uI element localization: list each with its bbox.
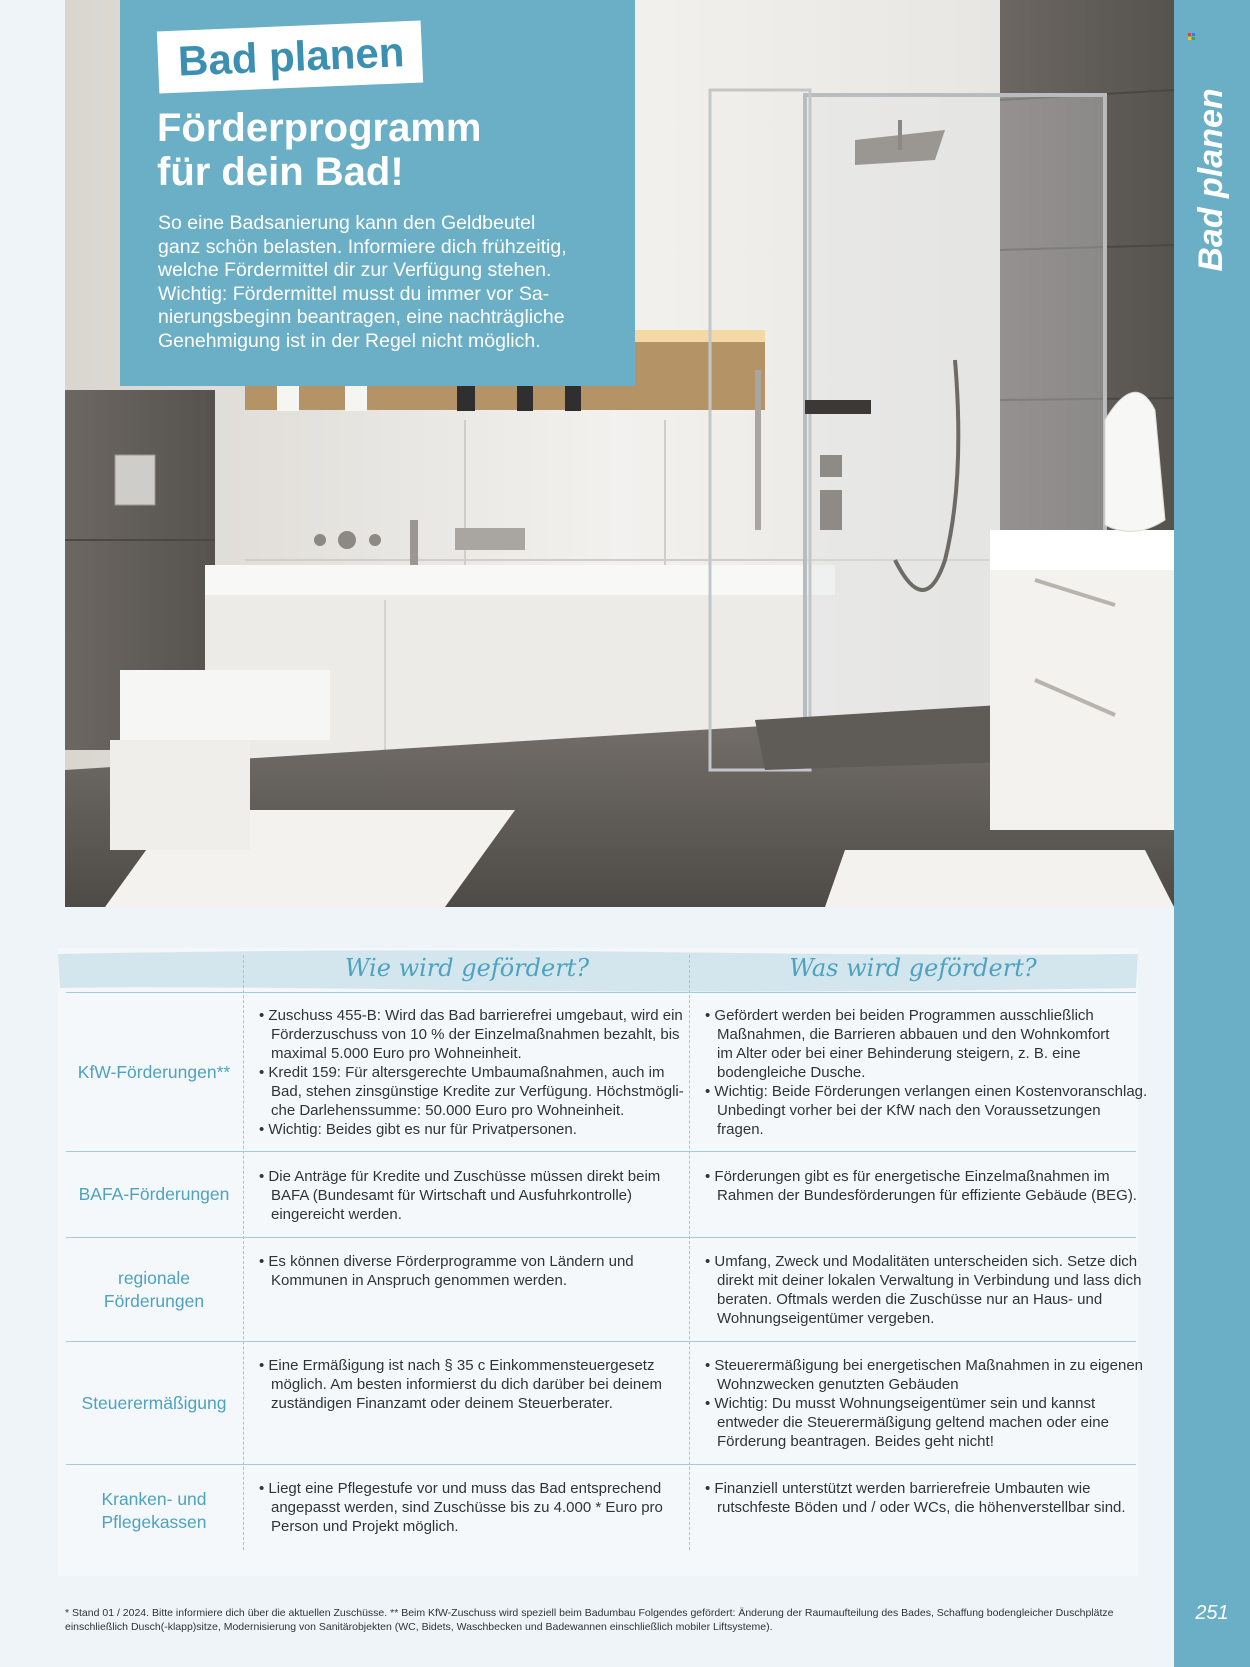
cell-line: Förderung beantragen. Beides geht nicht! [717, 1433, 994, 1450]
cell-line: • Wichtig: Du musst Wohnungseigentümer sein und kannst [705, 1395, 1096, 1412]
cell-line: • Finanziell unterstützt werden barrierefreie Umbauten wie [705, 1480, 1091, 1497]
footnote-line: einschließlich Dusch(-klapp)sitze, Modernisierung von Sanitärobjekten (WC, Bidets, Waschbecken und Badewannen einschließlich mobiler Liftsysteme). [65, 1621, 773, 1633]
row-label-bafa [66, 1152, 242, 1237]
cell-line: möglich. Am besten informierst du dich darüber bei deinem [271, 1376, 663, 1393]
cell-kfw-what [705, 1006, 1147, 1139]
cell-line: • Förderungen gibt es für energetische Einzelmaßnahmen im [705, 1168, 1110, 1185]
color-dots-icon [1188, 33, 1198, 41]
row-label-kfw [66, 994, 242, 1151]
row-label-line: regionale [118, 1267, 190, 1288]
cell-line: Wohnzwecken genutzten Gebäuden [717, 1376, 959, 1393]
row-label-line: Kranken- und [101, 1489, 207, 1509]
footnote [65, 1606, 1165, 1634]
row-label-line: Förderungen [103, 1290, 205, 1311]
cell-line: • Wichtig: Beide Förderungen verlangen einen Kostenvoranschlag. [705, 1083, 1148, 1100]
cell-line: beraten. Oftmals werden die Zuschüsse nur an Haus- und [717, 1291, 1103, 1308]
cell-line: • Gefördert werden bei beiden Programmen ausschließlich [705, 1007, 1094, 1024]
intro-text-line: nierungsbeginn beantragen, eine nachträgliche [158, 306, 565, 328]
cell-line: che Darlehenssumme: 50.000 Euro pro Wohneinheit. [271, 1102, 625, 1119]
cell-line: • Zuschuss 455-B: Wird das Bad barrierefrei umgebaut, wird ein [259, 1007, 683, 1024]
cell-line: maximal 5.000 Euro pro Wohneinheit. [271, 1045, 522, 1062]
intro-text-line: Genehmigung ist in der Regel nicht möglich. [158, 329, 541, 352]
cell-health-how [259, 1479, 663, 1536]
cell-line: zuständigen Finanzamt oder deinem Steuerberater. [271, 1395, 613, 1412]
footnote-line: * Stand 01 / 2024. Bitte informiere dich über die aktuellen Zuschüsse. ** Beim KfW-Zuschuss wird speziell beim Badumbau Folgendes gefördert: Änderung der Raumaufteilung des Bades, Schaffung bodengleicher Duschplätze [65, 1607, 1114, 1619]
column-header-what: Was wird gefördert? [789, 954, 1037, 982]
cell-line: im Alter oder bei einer Behinderung steigern, z. B. eine [717, 1045, 1081, 1062]
cell-regional-what [705, 1252, 1141, 1328]
page-number: 251 [1195, 1602, 1229, 1624]
cell-bafa-how [259, 1167, 660, 1224]
sidebar-title-text: Bad planen [1191, 88, 1230, 272]
cell-line: Person und Projekt möglich. [271, 1518, 459, 1535]
row-label-line: BAFA-Förderungen [78, 1184, 230, 1204]
cell-line: • Die Anträge für Kredite und Zuschüsse müssen direkt beim [259, 1168, 661, 1185]
column-divider [689, 955, 690, 1550]
cell-line: Kommunen in Anspruch genommen werden. [271, 1272, 568, 1289]
section-tag-text: Bad planen [177, 28, 406, 85]
cell-line: eingereicht werden. [271, 1206, 402, 1223]
cell-kfw-how [259, 1006, 684, 1139]
cell-line: Maßnahmen, die Barrieren abbauen und den Wohnkomfort [717, 1026, 1110, 1043]
cell-line: • Es können diverse Förderprogramme von Ländern und [259, 1253, 634, 1270]
sidebar-title [1191, 88, 1231, 272]
cell-line: • Wichtig: Beides gibt es nur für Privatpersonen. [259, 1121, 577, 1138]
cell-line: direkt mit deiner lokalen Verwaltung in Verbindung und lass dich [717, 1272, 1142, 1289]
cell-line: entweder die Steuerermäßigung geltend machen oder eine [717, 1414, 1109, 1431]
intro-heading [157, 106, 617, 194]
cell-line: BAFA (Bundesamt für Wirtschaft und Ausfuhrkontrolle) [271, 1187, 632, 1204]
cell-line: • Kredit 159: Für altersgerechte Umbaumaßnahmen, auch im [259, 1064, 665, 1081]
cell-line: • Steuerermäßigung bei energetischen Maßnahmen in zu eigenen [705, 1357, 1144, 1374]
intro-text-line: welche Fördermittel dir zur Verfügung stehen. [158, 259, 552, 281]
intro-text-line: Wichtig: Fördermittel musst du immer vor Sa- [158, 282, 550, 305]
cell-tax-how [259, 1356, 662, 1413]
row-label-line: Pflegekassen [101, 1512, 207, 1532]
cell-line: bodengleiche Dusche. [717, 1064, 866, 1081]
row-label-regional [66, 1238, 242, 1341]
cell-line: rutschfeste Böden und / oder WCs, die höhenverstellbar sind. [717, 1499, 1126, 1516]
intro-text-line: ganz schön belasten. Informiere dich frühzeitig, [158, 235, 567, 258]
cell-tax-what [705, 1356, 1143, 1451]
cell-line: Wohnungseigentümer vergeben. [717, 1310, 935, 1327]
intro-text [158, 212, 613, 353]
intro-text-line: So eine Badsanierung kann den Geldbeutel [158, 212, 536, 234]
row-label-tax [66, 1342, 242, 1464]
cell-bafa-what [705, 1167, 1137, 1205]
cell-line: Förderzuschuss von 10 % der Einzelmaßnahmen bezahlt, bis [271, 1026, 680, 1043]
cell-line: angepasst werden, sind Zuschüsse bis zu 4.000 * Euro pro [271, 1499, 663, 1516]
intro-heading-line: Förderprogramm [157, 106, 482, 150]
cell-regional-how [259, 1252, 634, 1290]
column-header-how: Wie wird gefördert? [344, 954, 590, 982]
row-label-health [66, 1465, 242, 1557]
cell-health-what [705, 1479, 1126, 1517]
cell-line: • Eine Ermäßigung ist nach § 35 c Einkommensteuergesetz [259, 1357, 655, 1374]
row-label-line: KfW-Förderungen** [77, 1062, 231, 1082]
section-tag [157, 20, 423, 93]
cell-line: Bad, stehen zinsgünstige Kredite zur Verfügung. Höchstmögli- [271, 1083, 684, 1100]
row-label-line: Steuerermäßigung [81, 1392, 227, 1413]
cell-line: Unbedingt vorher bei der KfW nach den Voraussetzungen [717, 1102, 1101, 1119]
row-divider [66, 992, 1136, 993]
intro-heading-line: für dein Bad! [157, 150, 404, 194]
cell-line: Rahmen der Bundesförderungen für effiziente Gebäude (BEG). [717, 1187, 1137, 1204]
cell-line: • Umfang, Zweck und Modalitäten unterscheiden sich. Setze dich [705, 1253, 1138, 1270]
column-divider [243, 955, 244, 1550]
cell-line: fragen. [717, 1121, 764, 1138]
cell-line: • Liegt eine Pflegestufe vor und muss das Bad entsprechend [259, 1480, 662, 1497]
